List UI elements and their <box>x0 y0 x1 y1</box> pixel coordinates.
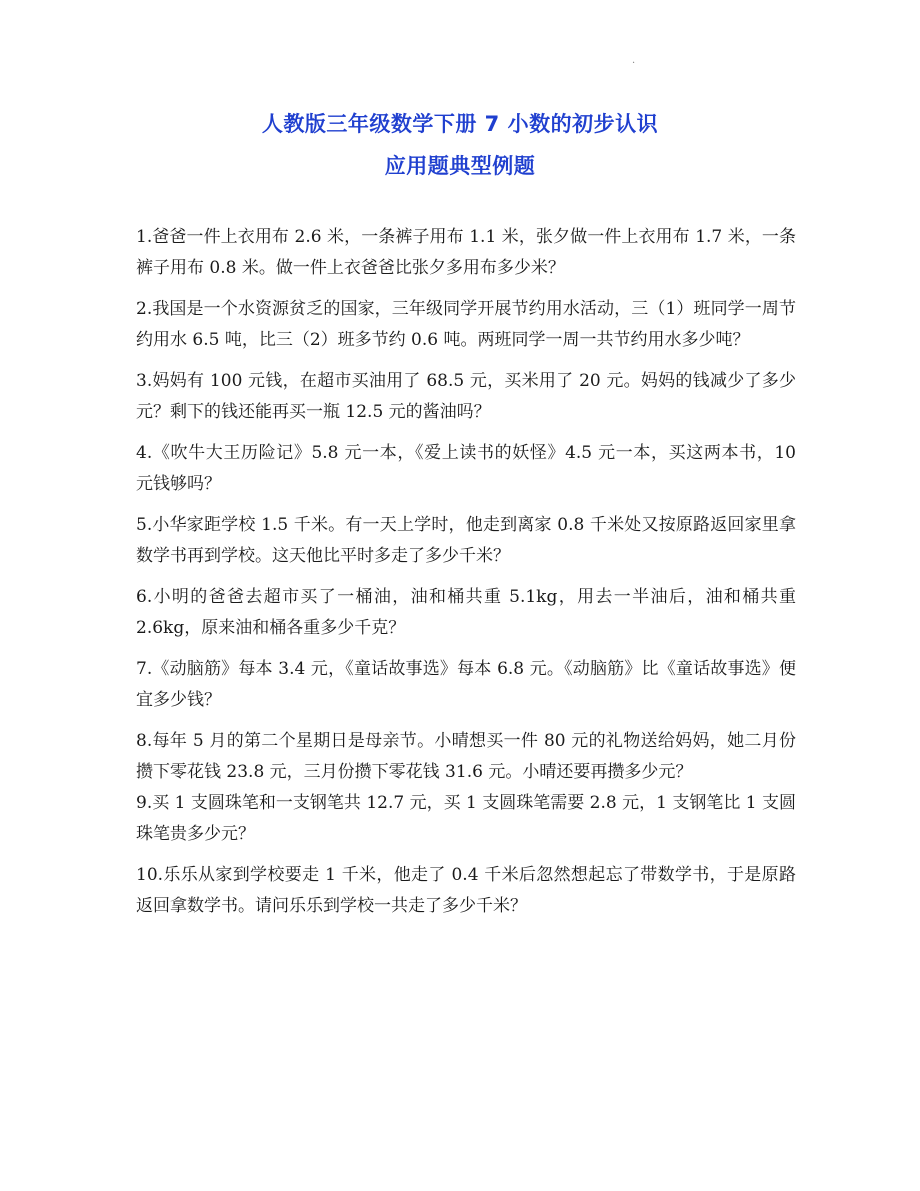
question-6: 6.小明的爸爸去超市买了一桶油，油和桶共重 5.1kg，用去一半油后，油和桶共重 2.6kg，原来油和桶各重多少千克？ <box>136 587 796 638</box>
question-8: 8.每年 5 月的第二个星期日是母亲节。小晴想买一件 80 元的礼物送给妈妈，她二月份攒下零花钱 23.8 元，三月份攒下零花钱 31.6 元。小晴还要再攒多少元？ <box>136 731 796 782</box>
question-10: 10.乐乐从家到学校要走 1 千米，他走了 0.4 千米后忽然想起忘了带数学书，于是原路返回拿数学书。请问乐乐到学校一共走了多少千米？ <box>136 865 796 916</box>
page-dot-mark: · <box>632 58 636 69</box>
document-title: 人教版三年级数学下册 7 小数的初步认识 <box>261 112 659 136</box>
question-2: 2.我国是一个水资源贫乏的国家，三年级同学开展节约用水活动，三（1）班同学一周节约用水 6.5 吨，比三（2）班多节约 0.6 吨。两班同学一周一共节约用水多少吨？ <box>136 299 796 350</box>
question-9: 9.买 1 支圆珠笔和一支钢笔共 12.7 元，买 1 支圆珠笔需要 2.8 元，1 支钢笔比 1 支圆珠笔贵多少元？ <box>136 793 796 844</box>
question-3: 3.妈妈有 100 元钱，在超市买油用了 68.5 元，买米用了 20 元。妈妈的钱减少了多少元？剩下的钱还能再买一瓶 12.5 元的酱油吗？ <box>136 371 796 422</box>
question-4: 4.《吹牛大王历险记》5.8 元一本，《爱上读书的妖怪》4.5 元一本，买这两本书，10 元钱够吗？ <box>136 443 796 494</box>
question-5: 5.小华家距学校 1.5 千米。有一天上学时，他走到离家 0.8 千米处又按原路返回家里拿数学书再到学校。这天他比平时多走了多少千米？ <box>136 515 796 566</box>
question-list <box>136 222 796 922</box>
question-1: 1.爸爸一件上衣用布 2.6 米，一条裤子用布 1.1 米，张夕做一件上衣用布 1.7 米，一条裤子用布 0.8 米。做一件上衣爸爸比张夕多用布多少米？ <box>136 227 796 278</box>
document-subtitle: 应用题典型例题 <box>384 154 536 178</box>
question-7: 7.《动脑筋》每本 3.4 元，《童话故事选》每本 6.8 元。《动脑筋》比《童话故事选》便宜多少钱？ <box>136 659 796 710</box>
